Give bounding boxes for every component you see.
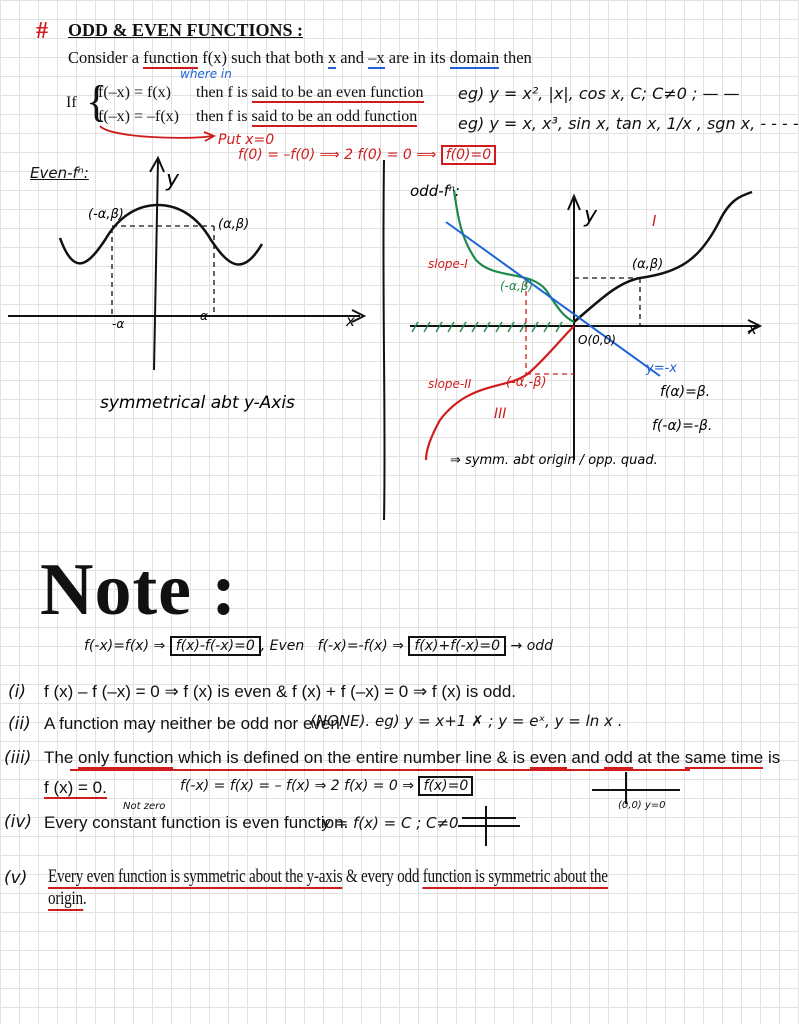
p3-a: The <box>44 748 79 767</box>
even-point-right: (α,β) <box>218 217 250 232</box>
p3-even: even <box>529 748 567 767</box>
note-deriv-even: f(-x)=f(x) ⇒ <box>84 638 166 654</box>
point-4-text: Every constant function is even function. <box>44 813 349 832</box>
odd-quadrant-3: III <box>494 406 507 422</box>
even-point-left: (-α,β) <box>88 207 124 222</box>
condition-brace: { <box>86 77 108 126</box>
p3-odd: odd <box>604 748 633 767</box>
p5-d: . <box>82 888 87 909</box>
p3-c: at the <box>632 748 685 767</box>
odd-y-label: y <box>584 203 598 228</box>
f0-result-box: f(0)=0 <box>441 145 496 165</box>
note-deriv-odd: f(-x)=-f(x) ⇒ <box>317 638 404 654</box>
put-zero-arrow <box>100 126 212 138</box>
point-4-work: y = f(x) = C ; C≠0 <box>322 814 459 832</box>
odd-point-q3: (-α,-β) <box>506 375 547 390</box>
p3-same-time: same time <box>684 748 764 767</box>
point-5-text <box>48 866 624 910</box>
note-title: Note : <box>40 549 238 631</box>
even-then: then f is <box>196 84 252 101</box>
even-condition: f(–x) = f(x) <box>98 84 171 101</box>
even-x-label: x <box>346 312 355 330</box>
even-tick-right: α <box>200 309 208 323</box>
even-y-label: y <box>166 167 180 192</box>
note-derivation <box>84 638 553 654</box>
point-3-zero-function <box>44 778 107 798</box>
odd-examples: eg) y = x, x³, sin x, tan x, 1/x , sgn x, - - - - <box>458 114 799 133</box>
intro-x: x <box>327 48 337 67</box>
point-3-text <box>44 748 780 768</box>
point-5-number: (v) <box>4 868 28 888</box>
odd-caption: ⇒ symm. abt origin / opp. quad. <box>450 453 658 468</box>
intro-and: and <box>336 48 369 67</box>
odd-curve-q3 <box>426 326 574 460</box>
f0-steps: f(0) = –f(0) ⟹ 2 f(0) = 0 ⟹ <box>238 147 437 163</box>
p5-b: & every odd <box>342 866 423 887</box>
p3-and: and <box>566 748 605 767</box>
intro-function: function <box>143 48 199 67</box>
odd-f-negative: f(-α)=-β. <box>652 418 713 434</box>
p3-zero-fn: f (x) = 0. <box>44 778 107 797</box>
odd-point-q1: (α,β) <box>632 257 664 272</box>
odd-slope-1: slope-I <box>428 257 468 271</box>
odd-origin: O(0,0) <box>578 333 616 347</box>
p5-a: Every even function is symmetric about the y-axis <box>48 866 343 887</box>
point-2-text: A function may neither be odd nor even. <box>44 714 345 733</box>
odd-f-positive: f(α)=β. <box>660 384 711 400</box>
note-even-tag: , Even <box>260 638 305 654</box>
wherein-annotation: where in <box>180 67 232 81</box>
odd-claim: said to be an odd function <box>251 108 418 125</box>
odd-point-q2: (-α,β) <box>500 279 534 293</box>
even-examples: eg) y = x², |x|, cos x, C; C≠0 ; — — <box>458 84 740 103</box>
note-box-odd: f(x)+f(-x)=0 <box>408 636 506 656</box>
heading-hash-mark: # <box>36 18 48 44</box>
point-1-text: f (x) – f (–x) = 0 ⇒ f (x) is even & f (x) + f (–x) = 0 ⇒ f (x) is odd. <box>44 682 517 701</box>
point-2-number: (ii) <box>8 714 31 734</box>
intro-mid2: are in its <box>384 48 450 67</box>
odd-slope-2: slope-II <box>428 377 472 391</box>
even-y-axis <box>154 160 158 370</box>
p3-work-box: f(x)=0 <box>418 776 473 796</box>
odd-fn-label: odd-fⁿ: <box>410 182 460 200</box>
page-title: ODD & EVEN FUNCTIONS : <box>68 20 304 40</box>
odd-line-y-neg-x <box>446 222 660 376</box>
point-2-note: (NONE). eg) y = x+1 ✗ ; y = eˣ, y = ln x . <box>310 712 623 730</box>
even-caption: symmetrical abt y-Axis <box>100 393 295 413</box>
odd-then: then f is <box>196 108 252 125</box>
put-zero-label: Put x=0 <box>218 132 275 148</box>
point-4-annotation: Not zero <box>123 801 166 812</box>
intro-mid1: f(x) such that both <box>198 48 328 67</box>
even-claim: said to be an even function <box>251 84 424 101</box>
odd-condition: f(–x) = –f(x) <box>98 108 179 125</box>
column-divider <box>383 160 384 520</box>
point-3-work <box>180 778 473 794</box>
if-label: If <box>66 94 77 111</box>
constant-fn-sketch <box>458 806 520 846</box>
point-3-number: (iii) <box>4 748 32 768</box>
intro-before: Consider a <box>68 48 144 67</box>
intro-neg-x: –x <box>368 48 385 67</box>
intro-end: then <box>499 48 532 67</box>
p3-only-function: only function <box>78 748 174 767</box>
note-box-even: f(x)-f(-x)=0 <box>170 636 261 656</box>
point-4-number: (iv) <box>4 812 33 832</box>
odd-line-label: y=-x <box>646 361 677 376</box>
p3-b: which is defined on the entire number line & is <box>173 748 530 767</box>
odd-quadrant-1: I <box>652 212 657 230</box>
even-tick-left: -α <box>112 317 125 331</box>
even-fn-label: Even-fⁿ: <box>30 164 89 182</box>
point-1-number: (i) <box>8 682 26 702</box>
p3-d: is <box>763 748 781 767</box>
p5-c: function is symmetric about the origin <box>48 866 608 909</box>
intro-domain: domain <box>449 48 500 67</box>
p3-work-steps: f(-x) = f(x) = – f(x) ⇒ 2 f(x) = 0 ⇒ <box>180 778 415 794</box>
note-odd-tag: → odd <box>510 638 554 654</box>
odd-x-label: x <box>748 320 757 338</box>
point-3-origin-label: (0,0) y=0 <box>618 800 666 811</box>
